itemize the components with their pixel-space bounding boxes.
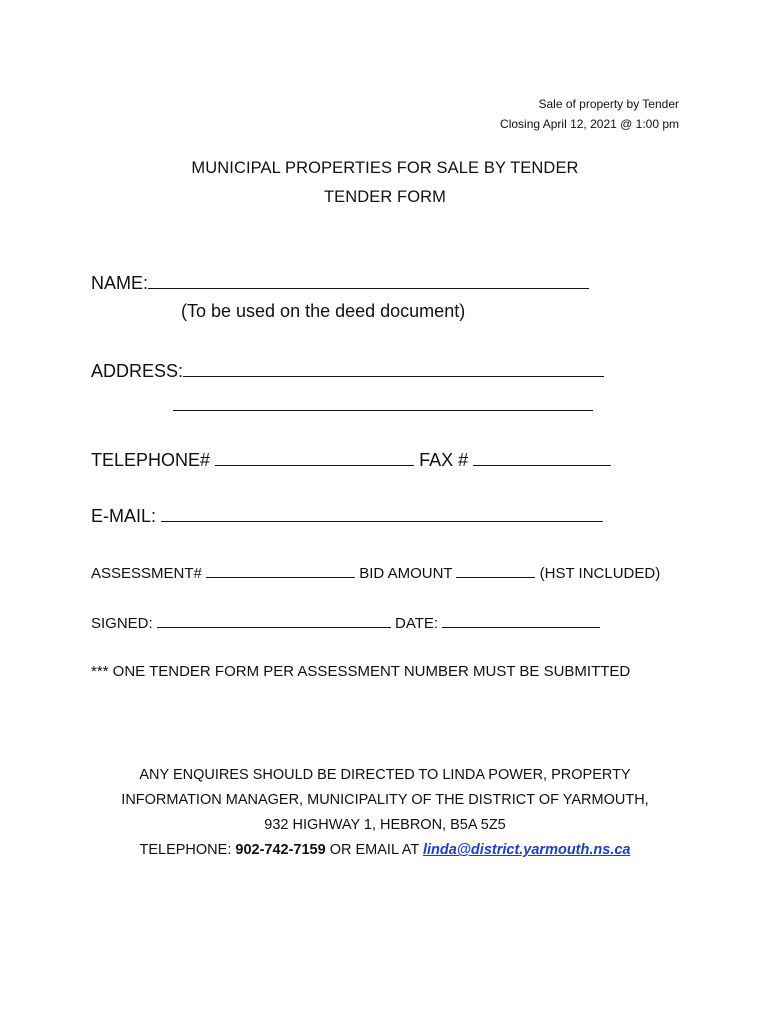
title-line-2: TENDER FORM — [323, 188, 447, 206]
assessment-field[interactable] — [206, 562, 355, 578]
footer-email-prefix: OR EMAIL AT — [329, 842, 419, 858]
telephone-label: TELEPHONE# — [91, 450, 211, 470]
footer-line-3: 932 HIGHWAY 1, HEBRON, B5A 5Z5 — [264, 817, 506, 833]
name-field-row — [91, 271, 589, 294]
fax-field[interactable] — [473, 448, 611, 466]
email-field[interactable] — [161, 504, 603, 522]
footer-line-2: INFORMATION MANAGER, MUNICIPALITY OF THE DISTRICT OF YARMOUTH, — [121, 792, 649, 808]
telephone-field[interactable] — [215, 448, 414, 466]
address-field-line-1[interactable] — [183, 359, 604, 377]
assessment-bid-row — [91, 562, 660, 582]
header-info — [500, 94, 679, 134]
header-sale-line: Sale of property by Tender — [538, 97, 679, 111]
address-field-row — [91, 359, 604, 382]
address-field-line-2[interactable] — [173, 393, 593, 411]
footer-email-link[interactable]: linda@district.yarmouth.ns.ca — [422, 842, 631, 858]
signed-date-row — [91, 612, 600, 632]
hst-note: (HST INCLUDED) — [539, 565, 661, 582]
bid-amount-field[interactable] — [456, 562, 535, 578]
footer-contact-line — [0, 838, 770, 863]
contact-footer — [0, 763, 770, 863]
address-field-row-2 — [173, 393, 593, 416]
email-label: E-MAIL: — [91, 506, 157, 526]
signature-field[interactable] — [157, 612, 391, 628]
name-label: NAME: — [91, 273, 149, 293]
assessment-label: ASSESSMENT# — [91, 565, 202, 582]
signed-label: SIGNED: — [91, 615, 153, 632]
fax-label: FAX # — [419, 450, 469, 470]
name-field[interactable] — [148, 271, 589, 289]
name-note: (To be used on the deed document) — [181, 301, 466, 321]
submission-notice: *** ONE TENDER FORM PER ASSESSMENT NUMBER MUST BE SUBMITTED — [91, 663, 631, 680]
footer-line-1: ANY ENQUIRES SHOULD BE DIRECTED TO LINDA POWER, PROPERTY — [139, 767, 631, 783]
header-closing-line: Closing April 12, 2021 @ 1:00 pm — [500, 117, 679, 131]
footer-telephone-prefix: TELEPHONE: — [139, 842, 232, 858]
title-line-1: MUNICIPAL PROPERTIES FOR SALE BY TENDER — [191, 159, 579, 177]
telephone-fax-row — [91, 448, 611, 471]
document-title — [0, 154, 770, 212]
date-field[interactable] — [442, 612, 600, 628]
bid-amount-label: BID AMOUNT — [359, 565, 453, 582]
address-label: ADDRESS: — [91, 361, 184, 381]
date-label: DATE: — [395, 615, 439, 632]
email-field-row — [91, 504, 603, 527]
footer-telephone-number: 902-742-7159 — [235, 842, 326, 858]
